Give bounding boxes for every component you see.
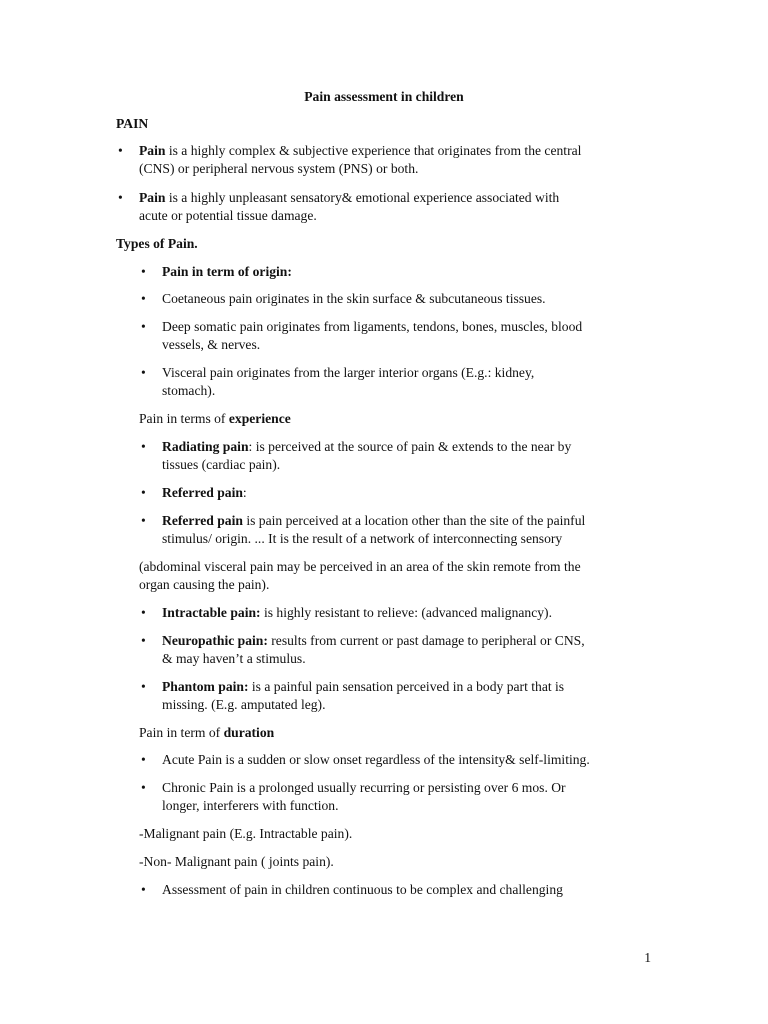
- radiating-line1: : is perceived at the source of pain & extends to the near by: [248, 439, 572, 454]
- experience-heading-prefix: Pain in terms of: [139, 411, 229, 426]
- bullet-point: •: [141, 882, 146, 897]
- pain-term: Pain: [139, 190, 166, 205]
- referred-colon: :: [242, 485, 247, 500]
- experience-heading-bold: experience: [228, 411, 291, 426]
- referred-pain: [162, 484, 247, 502]
- phantom-line1: is a painful pain sensation perceived in a body part that is: [248, 679, 565, 694]
- visceral-line1: Visceral pain originates from the larger interior organs (E.g.: kidney,: [162, 365, 535, 380]
- referred2-line2: stimulus/ origin. ... It is the result of a network of interconnecting sensory: [162, 531, 563, 546]
- types-heading: Types of Pain.: [116, 236, 198, 251]
- bullet-point: •: [141, 679, 146, 694]
- bullet-point: •: [141, 291, 146, 306]
- neuropathic-line2: & may haven’t a stimulus.: [162, 651, 306, 666]
- visceral-line2: stomach).: [162, 383, 216, 398]
- assessment-statement: Assessment of pain in children continuous to be complex and challenging: [162, 882, 563, 897]
- bullet-point: •: [141, 752, 146, 767]
- intractable-text: is highly resistant to relieve: (advanced malignancy).: [260, 605, 552, 620]
- bullet-point: •: [141, 319, 146, 334]
- referred2-line1: is pain perceived at a location other than the site of the painful: [242, 513, 586, 528]
- page-title: Pain assessment in children: [304, 89, 464, 104]
- referred-pain-definition: [162, 512, 585, 530]
- abdominal-line1: (abdominal visceral pain may be perceived in an area of the skin remote from the: [139, 559, 581, 574]
- malignant-pain: -Malignant pain (E.g. Intractable pain).: [139, 826, 353, 841]
- bullet-point: •: [141, 439, 146, 454]
- acute-pain: Acute Pain is a sudden or slow onset regardless of the intensity& self-limiting.: [162, 752, 590, 767]
- origin-heading: Pain in term of origin:: [162, 264, 292, 279]
- pain-def2-line1: is a highly unpleasant sensatory& emotional experience associated with: [165, 190, 560, 205]
- phantom-term: Phantom pain:: [162, 679, 249, 694]
- page-number: 1: [644, 950, 651, 965]
- duration-heading: [139, 724, 274, 742]
- duration-heading-bold: duration: [223, 725, 275, 740]
- referred2-term: Referred pain: [162, 513, 243, 528]
- pain-term: Pain: [139, 143, 166, 158]
- intractable-term: Intractable pain:: [162, 605, 261, 620]
- coetaneous-pain: Coetaneous pain originates in the skin surface & subcutaneous tissues.: [162, 291, 546, 306]
- pain-def2-line2: acute or potential tissue damage.: [139, 208, 317, 223]
- radiating-line2: tissues (cardiac pain).: [162, 457, 281, 472]
- radiating-term: Radiating pain: [162, 439, 249, 454]
- pain-definition-2: [139, 189, 559, 207]
- chronic-line1: Chronic Pain is a prolonged usually recurring or persisting over 6 mos. Or: [162, 780, 566, 795]
- deep-somatic-line1: Deep somatic pain originates from ligaments, tendons, bones, muscles, blood: [162, 319, 583, 334]
- non-malignant-pain: -Non- Malignant pain ( joints pain).: [139, 854, 334, 869]
- pain-definition-1: [139, 142, 581, 160]
- bullet-point: •: [141, 633, 146, 648]
- neuropathic-pain: [162, 632, 585, 650]
- pain-heading: PAIN: [116, 116, 149, 131]
- bullet-point: •: [141, 605, 146, 620]
- phantom-line2: missing. (E.g. amputated leg).: [162, 697, 326, 712]
- duration-heading-prefix: Pain in term of: [139, 725, 224, 740]
- radiating-pain: [162, 438, 571, 456]
- bullet-point: •: [141, 780, 146, 795]
- chronic-line2: longer, interferers with function.: [162, 798, 339, 813]
- referred-term: Referred pain: [162, 485, 243, 500]
- bullet-point: •: [118, 190, 123, 205]
- bullet-point: •: [141, 264, 146, 279]
- bullet-point: •: [141, 485, 146, 500]
- abdominal-line2: organ causing the pain).: [139, 577, 270, 592]
- bullet-point: •: [141, 365, 146, 380]
- neuropathic-line1: results from current or past damage to peripheral or CNS,: [267, 633, 585, 648]
- bullet-point: •: [141, 513, 146, 528]
- bullet-point: •: [118, 143, 123, 158]
- pain-def1-line1: is a highly complex & subjective experience that originates from the central: [165, 143, 582, 158]
- experience-heading: [139, 410, 291, 428]
- intractable-pain: [162, 604, 552, 622]
- deep-somatic-line2: vessels, & nerves.: [162, 337, 261, 352]
- neuropathic-term: Neuropathic pain:: [162, 633, 268, 648]
- pain-def1-line2: (CNS) or peripheral nervous system (PNS) or both.: [139, 161, 419, 176]
- phantom-pain: [162, 678, 564, 696]
